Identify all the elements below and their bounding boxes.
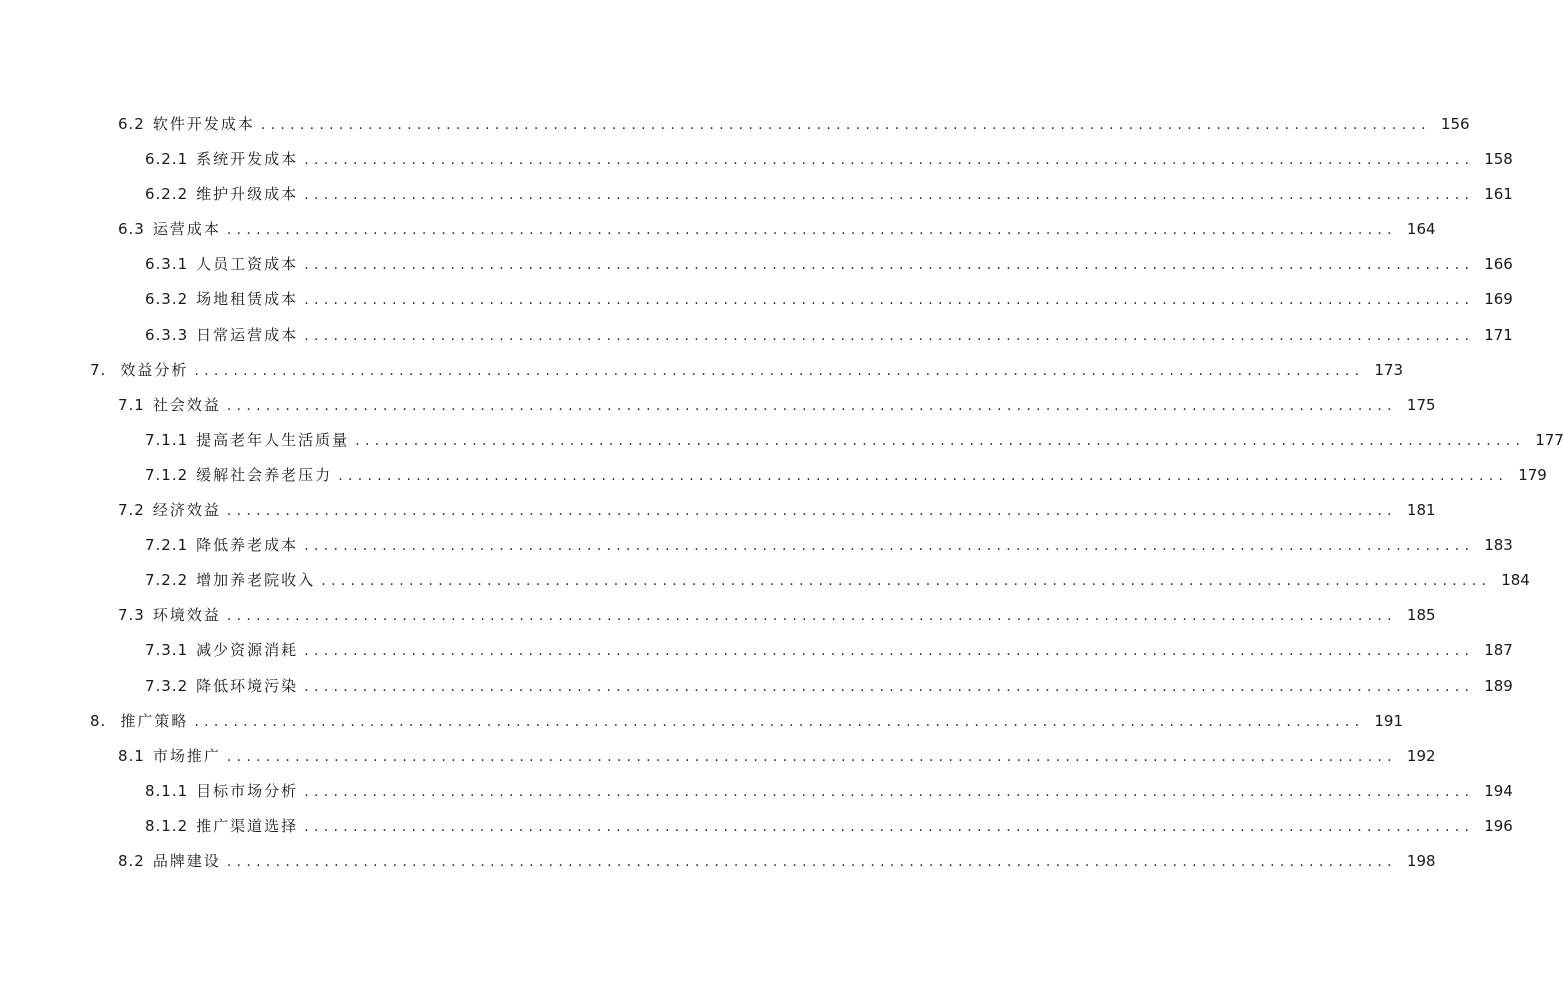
toc-leader-dots: ........................................................................................................................ [304,327,1475,344]
toc-entry-page-number: 191 [1374,711,1403,730]
toc-entry[interactable] [0,809,1513,844]
toc-entry[interactable] [0,563,1530,598]
toc-entry[interactable] [0,212,1436,247]
toc-leader-dots: ........................................................................................................................ [194,713,1365,730]
toc-leader-dots: ........................................................................................................................ [226,748,1397,765]
toc-entry-page-number: 161 [1484,185,1513,204]
toc-entry-title: 运营成本 [152,220,221,239]
toc-entry[interactable] [0,528,1513,563]
toc-entry-number: 6.2.1 [145,150,189,169]
toc-entry-number: 7.2.1 [145,536,189,555]
toc-leader-dots: ........................................................................................................................ [304,783,1475,800]
toc-entry[interactable] [0,704,1403,739]
toc-entry-number: 6.3.3 [145,325,189,344]
toc-entry-page-number: 189 [1484,676,1513,695]
toc-entry-page-number: 192 [1406,746,1436,765]
toc-entry[interactable] [0,247,1513,282]
toc-entry-title: 增加养老院收入 [196,571,316,590]
toc-entry-page-number: 183 [1484,536,1513,555]
toc-entry-page-number: 173 [1374,360,1403,379]
toc-entry-page-number: 175 [1406,395,1436,414]
toc-entry-title: 提高老年人生活质量 [196,430,350,449]
toc-entry[interactable] [0,388,1436,423]
toc-leader-dots: ........................................................................................................................ [355,432,1526,449]
toc-leader-dots: ........................................................................................................................ [304,818,1475,835]
toc-entry-title: 维护升级成本 [196,185,299,204]
toc-entry-page-number: 158 [1484,150,1513,169]
toc-entry-number: 6.2 [118,115,145,133]
toc-entry[interactable] [0,318,1513,353]
toc-entry-page-number: 164 [1406,220,1436,239]
toc-entry[interactable] [0,282,1513,317]
toc-entry[interactable] [0,598,1436,633]
toc-entry-page-number: 181 [1406,501,1436,520]
toc-entry-title: 推广渠道选择 [196,816,299,835]
toc-entry-title: 降低环境污染 [196,676,299,695]
toc-entry-page-number: 179 [1518,465,1547,484]
toc-entry-title: 环境效益 [152,606,221,625]
toc-entry[interactable] [0,423,1564,458]
toc-entry-number: 7.1 [118,395,145,414]
toc-entry[interactable] [0,774,1513,809]
toc-entry[interactable] [0,633,1513,668]
toc-leader-dots: ........................................................................................................................ [304,292,1475,309]
toc-entry-number: 8.2 [118,851,145,870]
toc-entry-page-number: 198 [1406,851,1436,870]
toc-entry[interactable] [0,458,1547,493]
toc-entry-title: 推广策略 [120,711,189,730]
toc-leader-dots: ........................................................................................................................ [304,678,1475,695]
toc-entry-title: 软件开发成本 [152,115,255,133]
toc-entry-title: 社会效益 [152,395,221,414]
toc-leader-dots: ........................................................................................................................ [321,573,1492,590]
toc-entry-page-number: 156 [1440,115,1470,133]
toc-entry-title: 效益分析 [120,360,189,379]
toc-entry-page-number: 166 [1484,255,1513,274]
toc-entry[interactable] [0,844,1436,879]
toc-entry-page-number: 177 [1535,430,1564,449]
toc-entry[interactable] [0,142,1513,177]
toc-entry[interactable] [0,669,1513,704]
toc-entry-title: 人员工资成本 [196,255,299,274]
table-of-contents [0,107,1564,879]
toc-leader-dots: ........................................................................................................................ [304,187,1475,204]
toc-entry-page-number: 184 [1501,571,1530,590]
toc-leader-dots: ........................................................................................................................ [304,538,1475,555]
toc-entry[interactable] [0,353,1403,388]
toc-entry-page-number: 194 [1484,781,1513,800]
toc-entry[interactable] [0,177,1513,212]
toc-entry[interactable] [0,107,1470,142]
toc-entry-number: 7.3 [118,606,145,625]
toc-entry-number: 8. [90,711,107,730]
toc-entry-number: 8.1.1 [145,781,189,800]
toc-entry-page-number: 185 [1406,606,1436,625]
toc-entry-number: 7.2.2 [145,571,189,590]
toc-entry-title: 降低养老成本 [196,536,299,555]
toc-entry-number: 7. [90,360,107,379]
toc-leader-dots: ........................................................................................................................ [194,362,1365,379]
toc-entry-number: 7.1.2 [145,465,189,484]
toc-entry-number: 6.3 [118,220,145,239]
toc-entry-number: 7.1.1 [145,430,189,449]
toc-entry-title: 缓解社会养老压力 [196,465,333,484]
toc-entry-number: 8.1.2 [145,816,189,835]
toc-entry[interactable] [0,493,1436,528]
toc-leader-dots: ........................................................................................................................ [338,467,1509,484]
toc-leader-dots: ........................................................................................................................ [304,257,1475,274]
toc-leader-dots: ........................................................................................................................ [226,222,1397,239]
toc-leader-dots: ........................................................................................................................ [226,397,1397,414]
toc-entry-number: 6.3.2 [145,290,189,309]
toc-entry-number: 8.1 [118,746,145,765]
toc-entry-title: 减少资源消耗 [196,641,299,660]
toc-entry-page-number: 171 [1484,325,1513,344]
toc-entry-title: 日常运营成本 [196,325,299,344]
toc-leader-dots: ........................................................................................................................ [304,643,1475,660]
toc-entry-title: 场地租赁成本 [196,290,299,309]
toc-leader-dots: ........................................................................................................................ [226,503,1397,520]
toc-entry-title: 市场推广 [152,746,221,765]
toc-entry-page-number: 187 [1484,641,1513,660]
toc-entry-number: 6.2.2 [145,185,189,204]
toc-entry-title: 目标市场分析 [196,781,299,800]
toc-leader-dots: ........................................................................................................................ [304,152,1475,169]
toc-entry-title: 品牌建设 [152,851,221,870]
toc-entry[interactable] [0,739,1436,774]
toc-leader-dots: ........................................................................................................................ [226,608,1397,625]
toc-leader-dots: ........................................................................................................................ [260,117,1431,133]
toc-entry-number: 6.3.1 [145,255,189,274]
toc-entry-title: 经济效益 [152,501,221,520]
toc-entry-number: 7.2 [118,501,145,520]
toc-leader-dots: ........................................................................................................................ [226,853,1397,870]
toc-entry-title: 系统开发成本 [196,150,299,169]
toc-entry-number: 7.3.1 [145,641,189,660]
toc-entry-page-number: 169 [1484,290,1513,309]
toc-entry-number: 7.3.2 [145,676,189,695]
toc-entry-page-number: 196 [1484,816,1513,835]
